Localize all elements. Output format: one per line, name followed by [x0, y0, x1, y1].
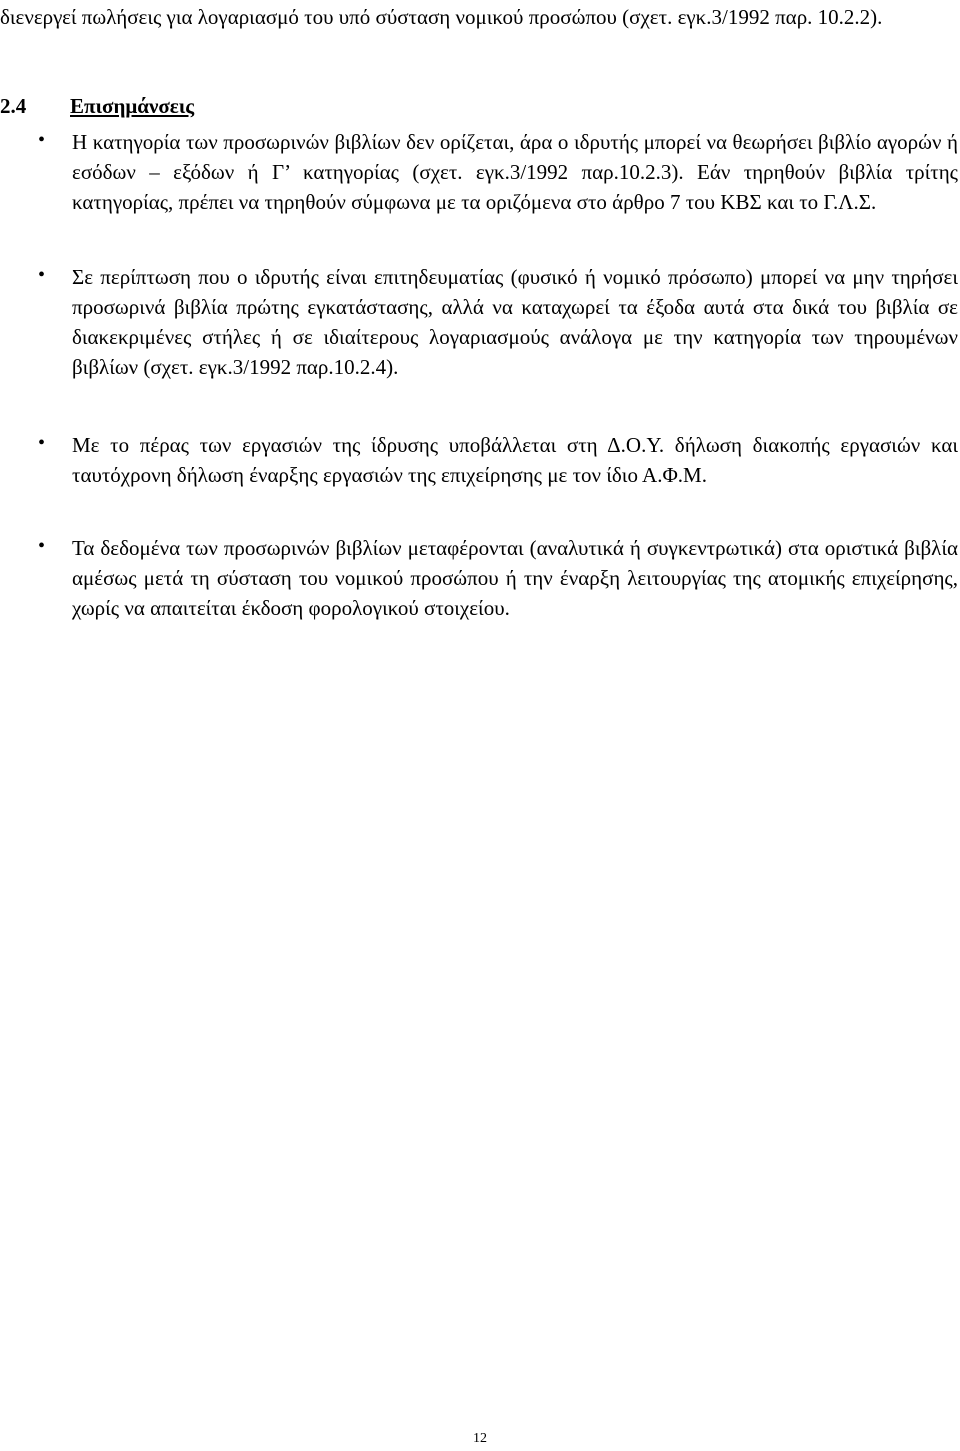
- bullet-icon: •: [38, 432, 46, 454]
- section-heading: [0, 92, 194, 120]
- bullet-item: Η κατηγορία των προσωρινών βιβλίων δεν ορίζεται, άρα ο ιδρυτής μπορεί να θεωρήσει βιβλίο αγορών ή εσόδων – εξόδων ή Γ’ κατηγορίας (σχετ. εγκ.3/1992 παρ.10.2.3). Εάν τηρηθούν βιβλία τρίτης κατηγορίας, πρέπει να τηρηθούν σύμφωνα με τα οριζόμενα στο άρθρο 7 του ΚΒΣ και το Γ.Λ.Σ.: [72, 130, 958, 214]
- bullet-icon: •: [38, 129, 46, 151]
- bullet-icon: •: [38, 535, 46, 557]
- bullet-item: Με το πέρας των εργασιών της ίδρυσης υποβάλλεται στη Δ.Ο.Υ. δήλωση διακοπής εργασιών και ταυτόχρονη δήλωση έναρξης εργασιών της επιχείρησης με τον ίδιο Α.Φ.Μ.: [72, 433, 958, 487]
- bullet-item: Σε περίπτωση που ο ιδρυτής είναι επιτηδευματίας (φυσικό ή νομικό πρόσωπο) μπορεί να μην τηρήσει προσωρινά βιβλία πρώτης εγκατάστασης, αλλά να καταχωρεί τα έξοδα αυτά στα δικά του βιβλία σε διακεκριμένες στήλες ή σε ιδιαίτερους λογαριασμούς ανάλογα με την κατηγορία των τηρουμένων βιβλίων (σχετ. εγκ.3/1992 παρ.10.2.4).: [72, 265, 958, 379]
- bullet-icon: •: [38, 264, 46, 286]
- page-number: 12: [473, 1431, 487, 1446]
- intro-paragraph: διενεργεί πωλήσεις για λογαριασμό του υπό σύσταση νομικού προσώπου (σχετ. εγκ.3/1992 παρ. 10.2.2).: [0, 5, 883, 29]
- section-number: 2.4: [0, 94, 27, 118]
- section-title: Επισημάνσεις: [70, 94, 195, 118]
- bullet-item: Τα δεδομένα των προσωρινών βιβλίων μεταφέρονται (αναλυτικά ή συγκεντρωτικά) στα οριστικά βιβλία αμέσως μετά τη σύσταση του νομικού προσώπου ή την έναρξη λειτουργίας της ατομικής επιχείρησης, χωρίς να απαιτείται έκδοση φορολογικού στοιχείου.: [72, 536, 958, 620]
